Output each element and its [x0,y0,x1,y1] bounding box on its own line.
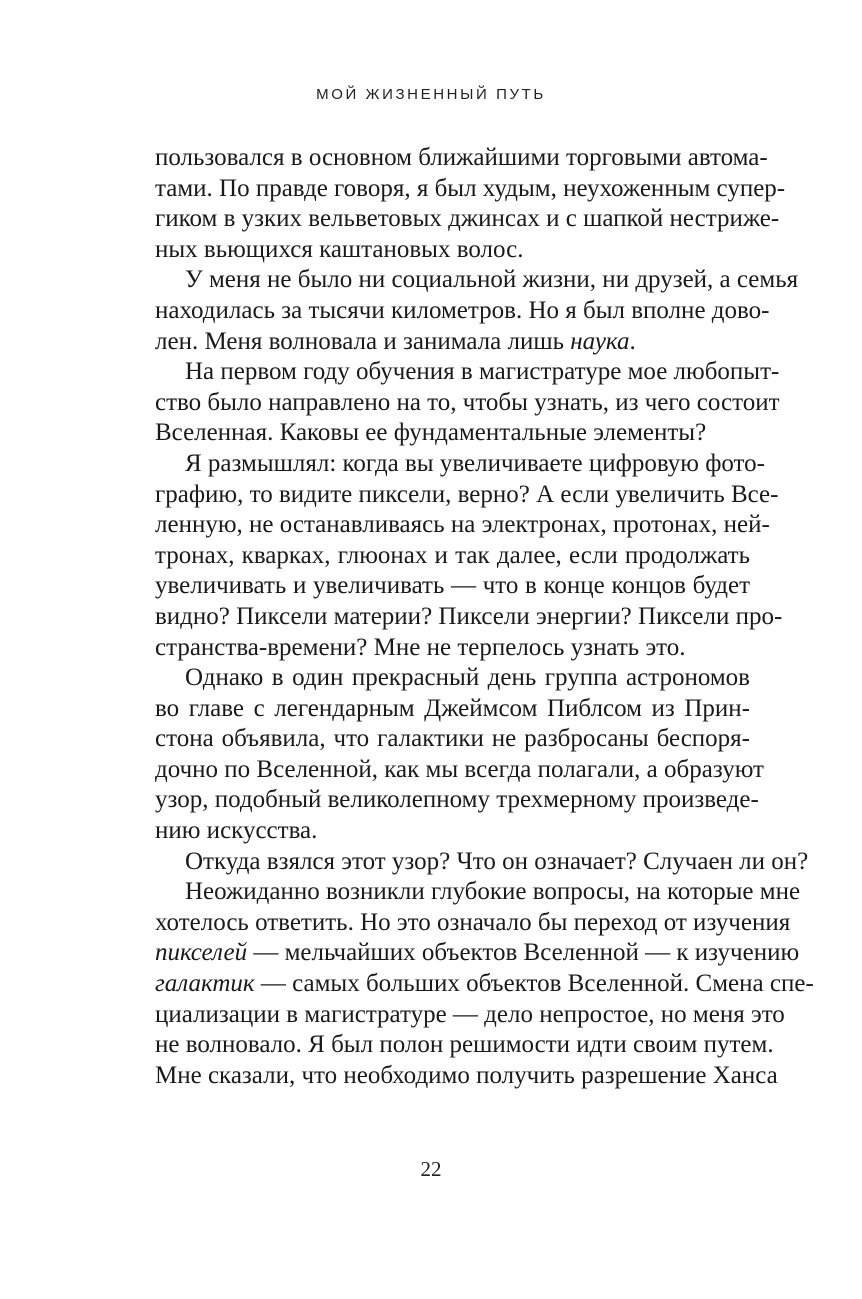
text-run: нию искусства. [155,817,318,845]
text-run: — мельчайших объектов Вселенной — к изучению [247,939,800,967]
text-run: во главе с легендарным Джеймсом Пиблсом из Прин- [155,694,750,722]
italic-text: наука [570,327,630,355]
text-run: ных вьющихся каштановых волос. [155,235,524,263]
text-run: тронах, кварках, глюонах и так далее, если продолжать [155,541,750,569]
text-run: странства-времени? Мне не терпелось узнать это. [155,633,686,661]
italic-text: галактик [155,970,255,998]
text-line [155,1061,778,1092]
text-run: гиком в узких вельветовых джинсах и с шапкой нестриже- [155,205,780,233]
text-line [155,204,780,235]
text-line [155,296,770,327]
text-line [155,418,750,449]
text-run: циализации в магистратуре — дело непростое, но меня это [155,1000,785,1028]
text-run: увеличивать и увеличивать — что в конце концов будет [155,572,750,600]
text-run: У меня не было ни социальной жизни, ни друзей, а семья [185,266,799,294]
text-line [155,541,750,572]
text-line [155,1030,774,1061]
text-run: . [629,327,636,355]
text-run: Вселенная. Каковы ее фундаментальные элементы? [155,419,707,447]
text-line [155,174,786,205]
text-run: графию, то видите пиксели, верно? А если увеличить Все- [155,480,779,508]
text-line [155,480,779,511]
text-run: ство было направлено на то, чтобы узнать, из чего состоит [155,388,780,416]
text-line [155,602,783,633]
text-run: тами. По правде говоря, я был худым, неухоженным супер- [155,174,786,202]
text-line [155,816,750,847]
text-run: пользовался в основном ближайшими торговыми автома- [155,144,768,171]
text-line [155,785,759,816]
text-line [155,633,750,664]
text-line [155,510,770,541]
text-run: Однако в один прекрасный день группа астрономов [185,664,750,692]
text-run: не волновало. Я был полон решимости идти своим путем. [155,1031,774,1059]
text-run: На первом году обучения в магистратуре мое любопыт- [185,358,780,386]
text-run: узор, подобный великолепному трехмерному произведе- [155,786,759,814]
text-run: дочно по Вселенной, как мы всегда полагали, а образуют [155,755,764,783]
page-number: 22 [420,1157,442,1181]
text-run: Неожиданно возникли глубокие вопросы, на которые мне [185,878,801,906]
text-line [155,327,750,358]
text-line [155,449,765,480]
text-run: находилась за тысячи километров. Но я был вполне дово- [155,296,770,324]
text-run: видно? Пиксели материи? Пиксели энергии? Пиксели про- [155,602,783,630]
text-run: — самых больших объектов Вселенной. Смена спе- [254,970,814,998]
text-line [155,571,750,602]
text-line [155,143,768,174]
text-line [155,969,814,1000]
text-run: ленную, не останавливаясь на электронах, протонах, ней- [155,511,770,539]
text-line [155,847,809,878]
text-line [155,357,780,388]
text-line [155,265,799,296]
text-line [155,938,800,969]
text-line [155,724,750,755]
text-run: стона объявила, что галактики не разбросаны беспоря- [155,725,750,753]
running-head: МОЙ ЖИЗНЕННЫЙ ПУТЬ [316,86,546,103]
text-line [155,663,750,694]
italic-text: пикселей [155,939,248,967]
text-run: Мне сказали, что необходимо получить разрешение Ханса [155,1061,778,1089]
text-line [155,877,801,908]
text-run: лен. Меня волновала и занимала лишь [155,327,571,355]
text-line [155,694,750,725]
text-line [155,235,750,266]
text-line [155,1000,785,1031]
text-run: Откуда взялся этот узор? Что он означает? Случаен ли он? [185,847,809,875]
text-line [155,388,780,419]
text-run: Я размышлял: когда вы увеличиваете цифровую фото- [185,449,765,477]
text-line [155,908,791,939]
body-text [155,143,814,1091]
text-run: хотелось ответить. Но это означало бы переход от изучения [155,908,791,936]
text-line [155,755,764,786]
